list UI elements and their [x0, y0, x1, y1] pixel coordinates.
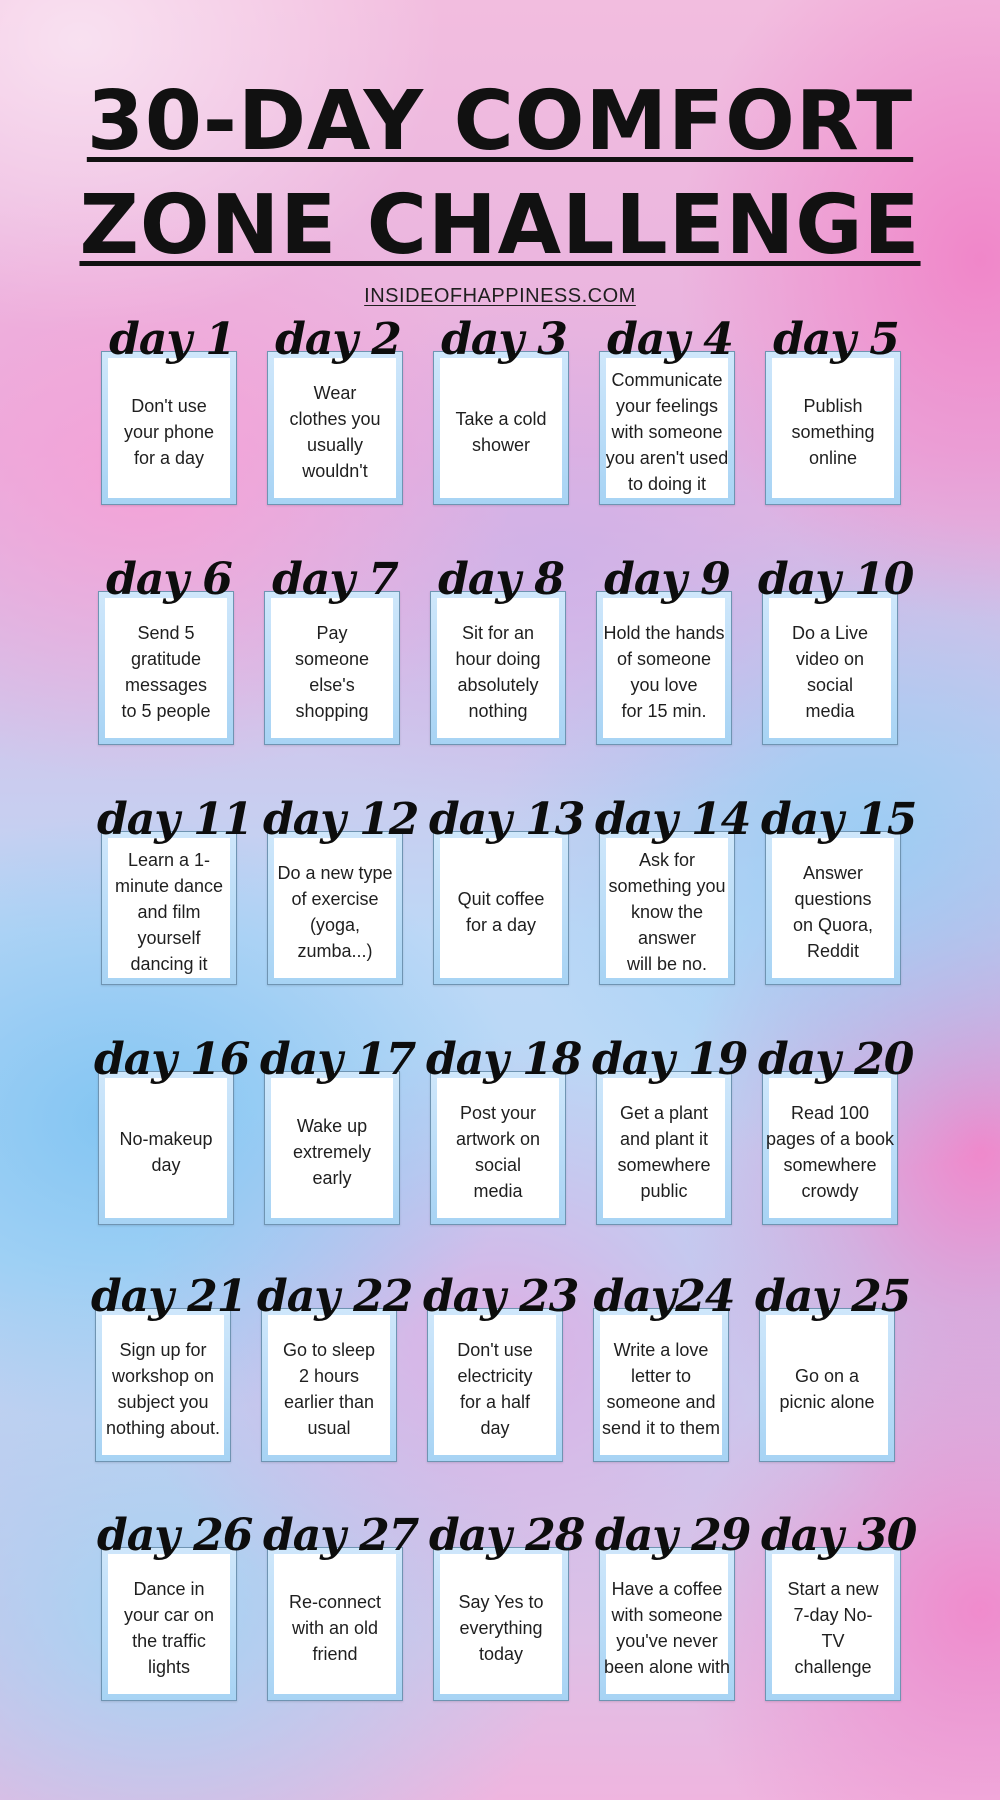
day-task: Pay someone else's shopping: [294, 623, 370, 721]
day-label: day 19: [592, 1034, 748, 1085]
day-card: [433, 314, 569, 505]
day-task: Do a Live video on social media: [791, 623, 869, 721]
day-card: [98, 554, 234, 745]
day-card: [755, 1271, 911, 1462]
day-task: Send 5 gratitude messages to 5 people: [121, 623, 211, 721]
day-card-frame: [765, 1547, 901, 1701]
day-card: [264, 554, 400, 745]
day-card-frame: [101, 351, 237, 505]
day-label: day 12: [263, 794, 419, 845]
day-card-frame: [599, 351, 735, 505]
day-label: day 9: [604, 554, 730, 605]
day-label: day 25: [755, 1271, 911, 1322]
day-card-frame: [433, 1547, 569, 1701]
day-task: No-makeup day: [119, 1129, 213, 1175]
day-task: Communicate your feelings with someone you aren't used to doing it: [605, 370, 729, 494]
day-card: [592, 1034, 748, 1225]
day-card-frame: [599, 1547, 735, 1701]
day-task: Post your artwork on social media: [455, 1103, 541, 1201]
day-task: Wake up extremely early: [292, 1116, 372, 1188]
day-label: day 1: [109, 314, 235, 365]
title-line-1: 30-DAY COMFORT: [86, 74, 914, 169]
day-card-frame: [596, 1071, 732, 1225]
day-card: [758, 1034, 914, 1225]
day-card-frame: [267, 831, 403, 985]
day-task: Publish something online: [791, 396, 875, 468]
day-label: day 6: [106, 554, 232, 605]
day-task: Take a cold shower: [455, 409, 547, 455]
day-card: [423, 1271, 579, 1462]
day-task: Learn a 1- minute dance and film yourself dancing it: [114, 850, 224, 974]
day-card-frame: [759, 1308, 895, 1462]
day-card: [94, 1034, 250, 1225]
day-card-frame: [765, 831, 901, 985]
day-task: Have a coffee with someone you've never been alone with: [603, 1579, 731, 1677]
day-label: day 16: [94, 1034, 250, 1085]
day-task: Start a new 7-day No- TV challenge: [787, 1579, 879, 1677]
day-task: Re-connect with an old friend: [288, 1592, 382, 1664]
day-label: day 17: [260, 1034, 416, 1085]
day-card: [257, 1271, 413, 1462]
day-card-frame: [101, 831, 237, 985]
day-card: [260, 1034, 416, 1225]
day-card: [761, 1510, 917, 1701]
day-task: Say Yes to everything today: [458, 1592, 544, 1664]
day-card: [426, 1034, 582, 1225]
day-label: day 30: [761, 1510, 917, 1561]
day-card: [97, 1510, 253, 1701]
day-task: Sit for an hour doing absolutely nothing: [455, 623, 541, 721]
day-task: Hold the hands of someone you love for 15 min.: [603, 623, 725, 721]
day-card-frame: [762, 591, 898, 745]
day-label: day 13: [429, 794, 585, 845]
day-task: Dance in your car on the traffic lights: [123, 1579, 215, 1677]
day-card: [430, 554, 566, 745]
day-card-frame: [427, 1308, 563, 1462]
day-card-frame: [98, 591, 234, 745]
day-label: day 26: [97, 1510, 253, 1561]
day-label: day24: [593, 1271, 735, 1322]
day-task: Do a new type of exercise (yoga, zumba...): [277, 863, 393, 961]
day-card: [101, 314, 237, 505]
day-card-frame: [433, 831, 569, 985]
day-label: day 27: [263, 1510, 419, 1561]
day-task: Go to sleep 2 hours earlier than usual: [282, 1340, 376, 1438]
day-label: day 3: [441, 314, 567, 365]
day-label: day 18: [426, 1034, 582, 1085]
day-task: Go on a picnic alone: [779, 1366, 875, 1412]
day-label: day 4: [607, 314, 733, 365]
day-card-frame: [762, 1071, 898, 1225]
day-task: Don't use your phone for a day: [123, 396, 215, 468]
day-card: [263, 1510, 419, 1701]
day-task: Don't use electricity for a half day: [457, 1340, 533, 1438]
day-card: [595, 794, 751, 985]
day-card: [765, 314, 901, 505]
day-card: [761, 794, 917, 985]
day-task: Quit coffee for a day: [457, 889, 545, 935]
day-label: day 11: [97, 794, 253, 845]
day-label: day 23: [423, 1271, 579, 1322]
day-card-frame: [261, 1308, 397, 1462]
day-task: Wear clothes you usually wouldn't: [289, 383, 381, 481]
day-task: Write a love letter to someone and send it to them: [601, 1340, 721, 1438]
day-label: day 10: [758, 554, 914, 605]
day-card: [267, 314, 403, 505]
day-card-frame: [430, 591, 566, 745]
day-card-frame: [765, 351, 901, 505]
day-label: day 14: [595, 794, 751, 845]
day-card: [596, 554, 732, 745]
day-card-frame: [95, 1308, 231, 1462]
day-label: day 7: [272, 554, 398, 605]
day-card-frame: [98, 1071, 234, 1225]
day-card: [97, 794, 253, 985]
day-card-frame: [430, 1071, 566, 1225]
day-task: Answer questions on Quora, Reddit: [792, 863, 874, 961]
day-card-frame: [599, 831, 735, 985]
day-task: Read 100 pages of a book somewhere crowdy: [765, 1103, 895, 1201]
day-label: day 2: [275, 314, 401, 365]
day-label: day 22: [257, 1271, 413, 1322]
day-card-frame: [264, 591, 400, 745]
day-card: [593, 1271, 735, 1462]
day-card-frame: [596, 591, 732, 745]
day-label: day 21: [91, 1271, 247, 1322]
day-card-frame: [101, 1547, 237, 1701]
day-card: [758, 554, 914, 745]
website-link[interactable]: INSIDEOFHAPPINESS.COM: [364, 285, 636, 307]
day-task: Sign up for workshop on subject you nothing about.: [105, 1340, 221, 1438]
day-card: [263, 794, 419, 985]
day-label: day 20: [758, 1034, 914, 1085]
day-card-frame: [267, 1547, 403, 1701]
day-card: [91, 1271, 247, 1462]
day-card-frame: [593, 1308, 729, 1462]
day-label: day 8: [438, 554, 564, 605]
title-line-2: ZONE CHALLENGE: [79, 178, 921, 273]
day-card: [595, 1510, 751, 1701]
day-task: Ask for something you know the answer will be no.: [608, 850, 726, 974]
day-label: day 15: [761, 794, 917, 845]
day-label: day 29: [595, 1510, 751, 1561]
day-label: day 5: [773, 314, 899, 365]
day-card: [429, 794, 585, 985]
day-card: [599, 314, 735, 505]
day-task: Get a plant and plant it somewhere public: [617, 1103, 711, 1201]
day-label: day 28: [429, 1510, 585, 1561]
day-card-frame: [267, 351, 403, 505]
day-card: [429, 1510, 585, 1701]
day-card-frame: [264, 1071, 400, 1225]
day-card-frame: [433, 351, 569, 505]
